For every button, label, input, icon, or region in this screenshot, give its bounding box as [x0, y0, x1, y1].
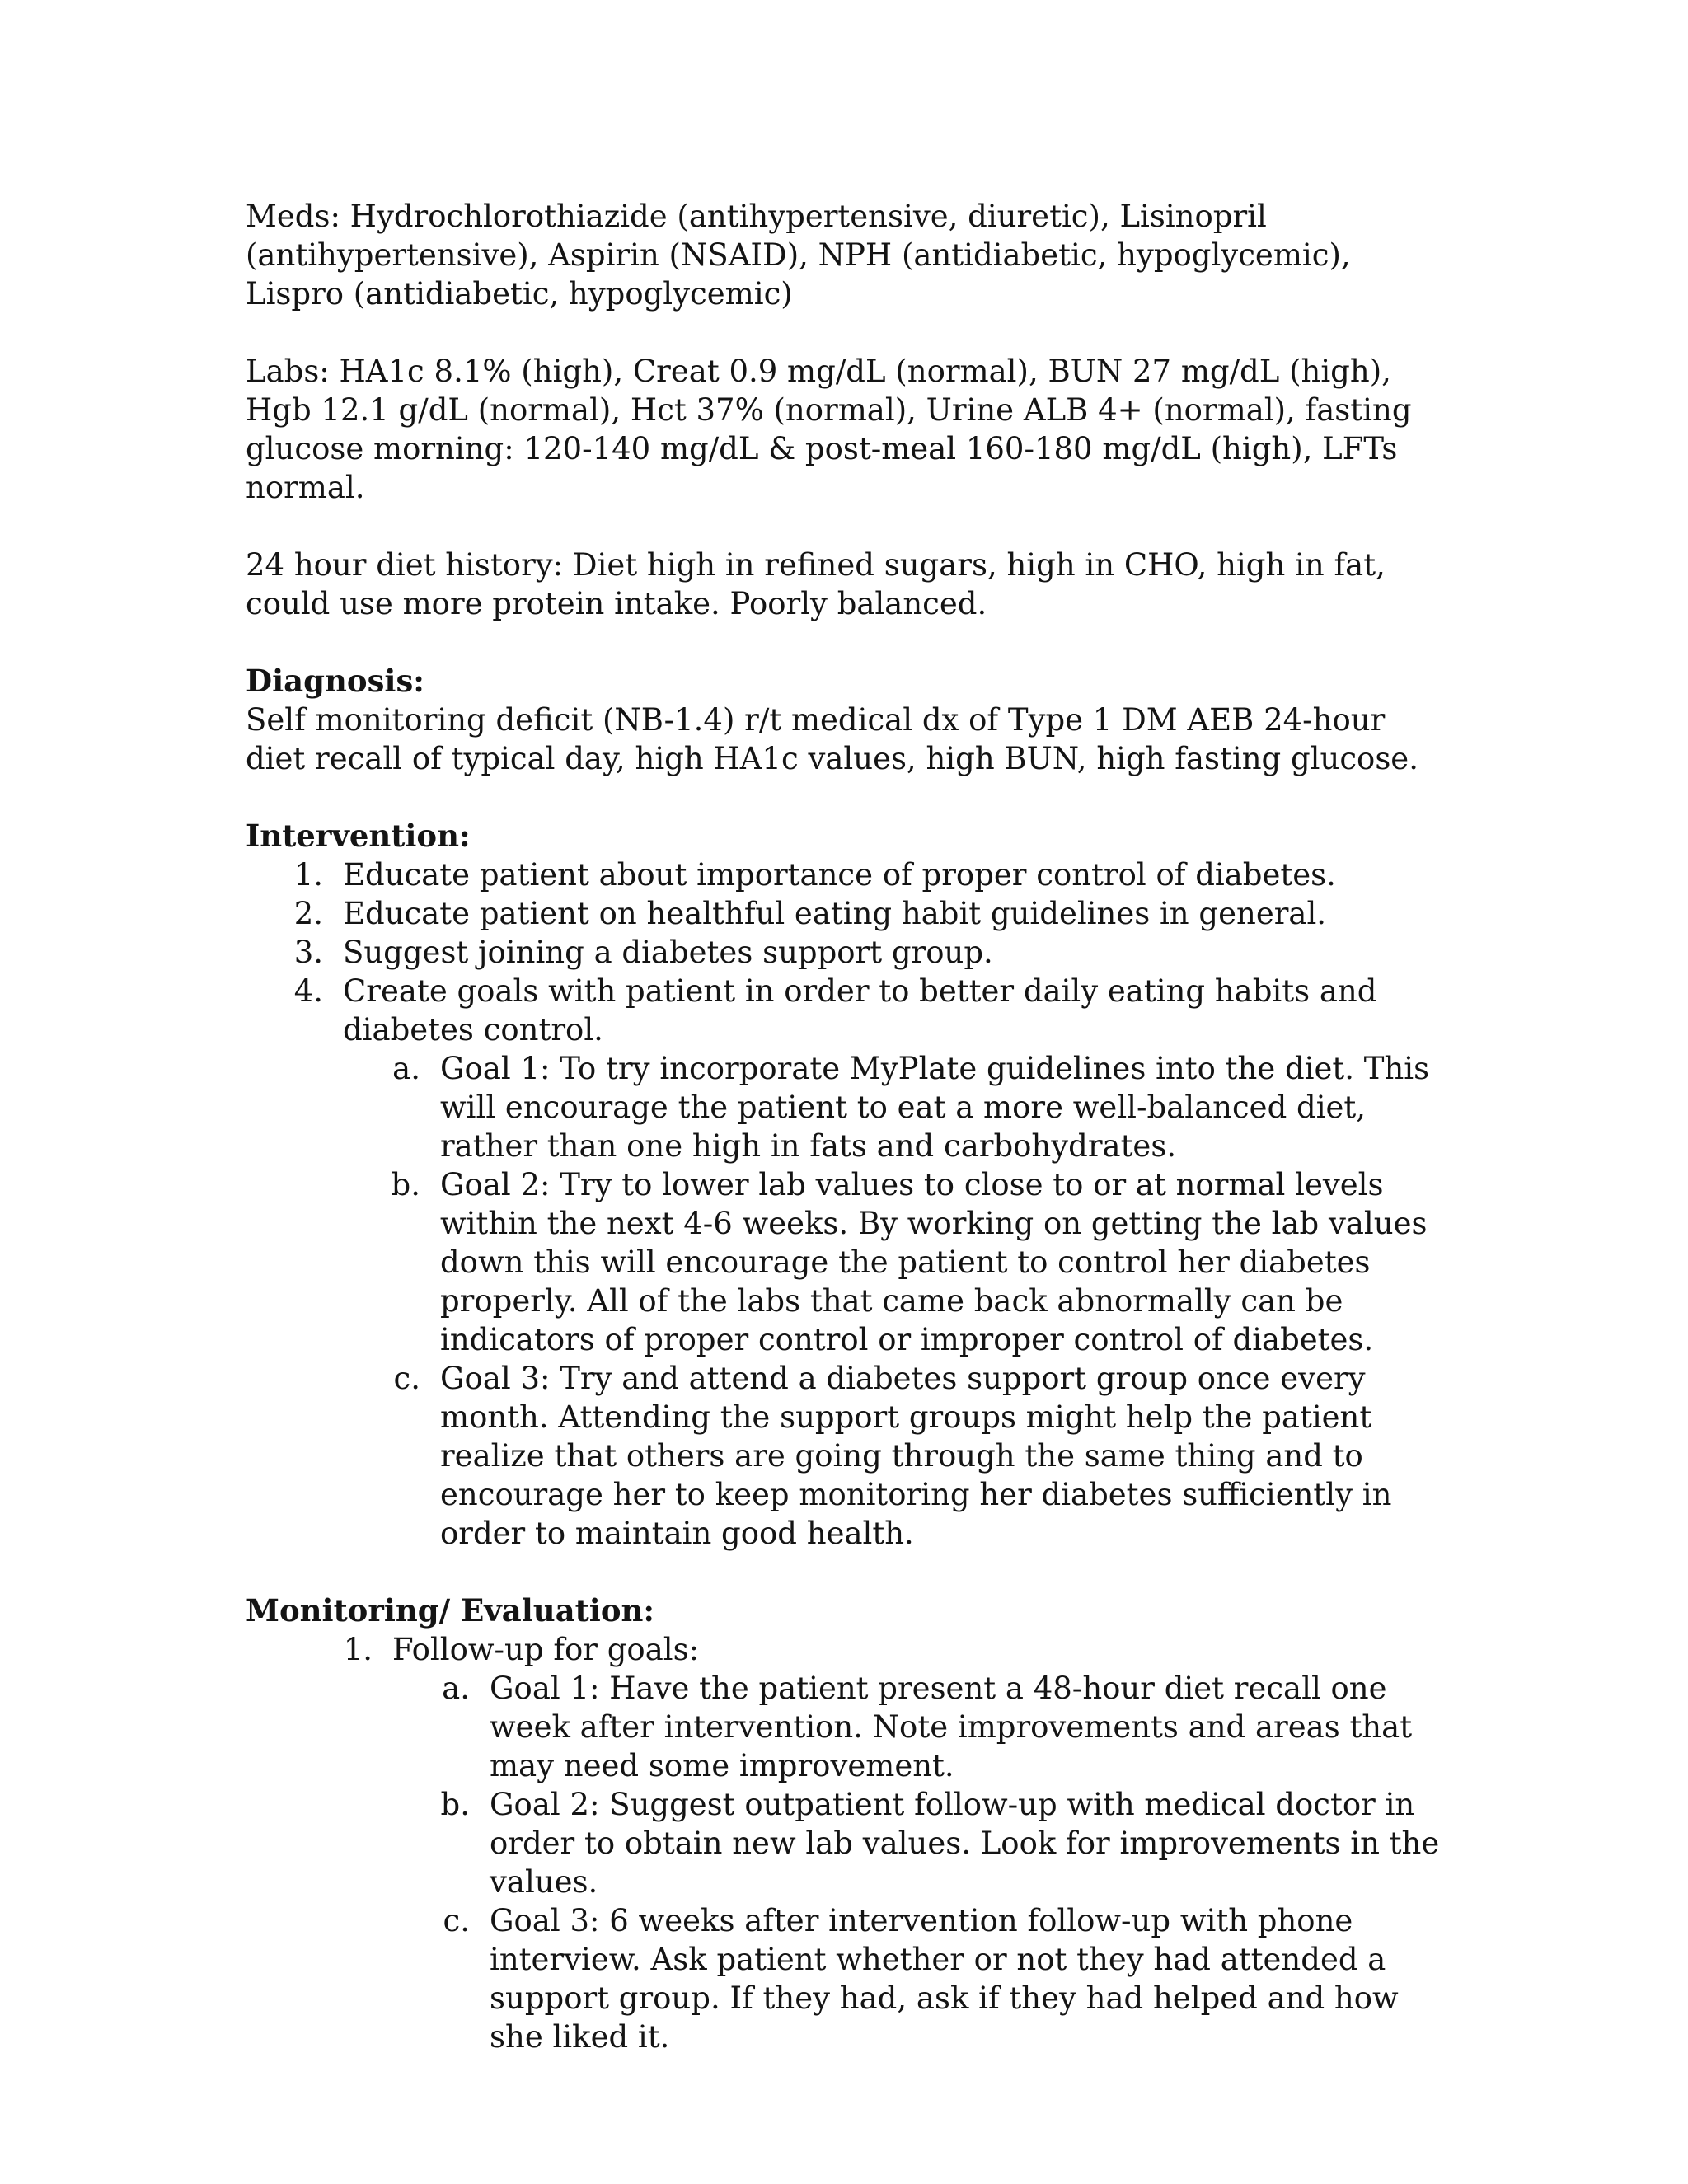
- labs-paragraph: Labs: HA1c 8.1% (high), Creat 0.9 mg/dL (normal), BUN 27 mg/dL (high), Hgb 12.1 g/dL (normal), Hct 37% (normal), Urine ALB 4+ (normal), fasting glucose morning: 120-140 mg/dL & post-meal 160-180 mg/dL (high), LFTs normal.: [246, 354, 1412, 505]
- goal-text: Goal 1: To try incorporate MyPlate guidelines into the diet. This will encourage the patient to eat a more well-balanced diet, rather than one high in fats and carbohydrates.: [440, 1051, 1430, 1164]
- intervention-item: [246, 855, 1441, 894]
- intervention-section: [246, 817, 1441, 1553]
- document-page: [246, 197, 1441, 2095]
- intervention-item: [246, 972, 1441, 1049]
- list-letter: a.: [392, 1051, 420, 1086]
- list-text: Follow-up for goals:: [392, 1632, 700, 1667]
- goal-text: Goal 2: Suggest outpatient follow-up with medical doctor in order to obtain new lab values. Look for improvements in the values.: [490, 1787, 1440, 1900]
- list-number: 4.: [293, 973, 323, 1009]
- diagnosis-text: Self monitoring deficit (NB-1.4) r/t medical dx of Type 1 DM AEB 24-hour diet recall of typical day, high HA1c values, high BUN, high fasting glucose.: [246, 702, 1418, 776]
- goal-item: [343, 1165, 1441, 1359]
- goal-text: Goal 1: Have the patient present a 48-hour diet recall one week after intervention. Note improvements and areas that may need some improvement.: [490, 1671, 1413, 1783]
- meds-paragraph: Meds: Hydrochlorothiazide (antihypertensive, diuretic), Lisinopril (antihypertensive), Aspirin (NSAID), NPH (antidiabetic, hypoglycemic), Lispro (antidiabetic, hypoglycemic): [246, 199, 1351, 312]
- goal-item: [343, 1049, 1441, 1165]
- diagnosis-heading: Diagnosis:: [246, 663, 424, 699]
- list-letter: b.: [391, 1167, 420, 1202]
- intervention-heading: Intervention:: [246, 818, 471, 854]
- intervention-list: [246, 855, 1441, 1553]
- diagnosis-section: [246, 662, 1441, 778]
- list-letter: a.: [442, 1671, 470, 1706]
- monitoring-goals-list: [392, 1669, 1441, 2056]
- goal-item: [392, 1669, 1441, 1785]
- list-text: Educate patient about importance of proper control of diabetes.: [343, 857, 1336, 893]
- goal-text: Goal 3: Try and attend a diabetes support group once every month. Attending the support groups might help the patient realize that others are going through the same thing and to encourage her to keep monitoring her diabetes sufficiently in order to maintain good health.: [440, 1361, 1392, 1551]
- list-number: 3.: [293, 935, 323, 970]
- list-text: Create goals with patient in order to better daily eating habits and diabetes control.: [343, 973, 1377, 1047]
- list-number: 1.: [293, 857, 323, 893]
- list-number: 2.: [293, 896, 323, 931]
- list-text: Educate patient on healthful eating habit guidelines in general.: [343, 896, 1327, 931]
- monitoring-heading: Monitoring/ Evaluation:: [246, 1592, 655, 1629]
- goal-item: [392, 1901, 1441, 2056]
- list-letter: c.: [393, 1361, 420, 1396]
- intervention-item: [246, 894, 1441, 933]
- monitoring-section: [246, 1591, 1441, 2056]
- diet-history-paragraph: 24 hour diet history: Diet high in refined sugars, high in CHO, high in fat, could use more protein intake. Poorly balanced.: [246, 547, 1386, 621]
- monitoring-list: [295, 1630, 1441, 2056]
- goal-item: [392, 1785, 1441, 1901]
- list-letter: b.: [440, 1787, 470, 1822]
- intervention-item: [246, 933, 1441, 972]
- goal-text: Goal 2: Try to lower lab values to close to or at normal levels within the next 4-6 weeks. By working on getting the lab values down this will encourage the patient to control her diabetes properly. All of the labs that came back abnormally can be indicators of proper control or improper control of diabetes.: [440, 1167, 1428, 1357]
- intervention-goals-list: [343, 1049, 1441, 1553]
- goal-item: [343, 1359, 1441, 1553]
- goal-text: Goal 3: 6 weeks after intervention follow-up with phone interview. Ask patient whether or not they had attended a support group. If they had, ask if they had helped and how she liked it.: [490, 1903, 1399, 2055]
- list-letter: c.: [443, 1903, 470, 1938]
- monitoring-item: [295, 1630, 1441, 1669]
- list-text: Suggest joining a diabetes support group.: [343, 935, 993, 970]
- list-number: 1.: [343, 1632, 373, 1667]
